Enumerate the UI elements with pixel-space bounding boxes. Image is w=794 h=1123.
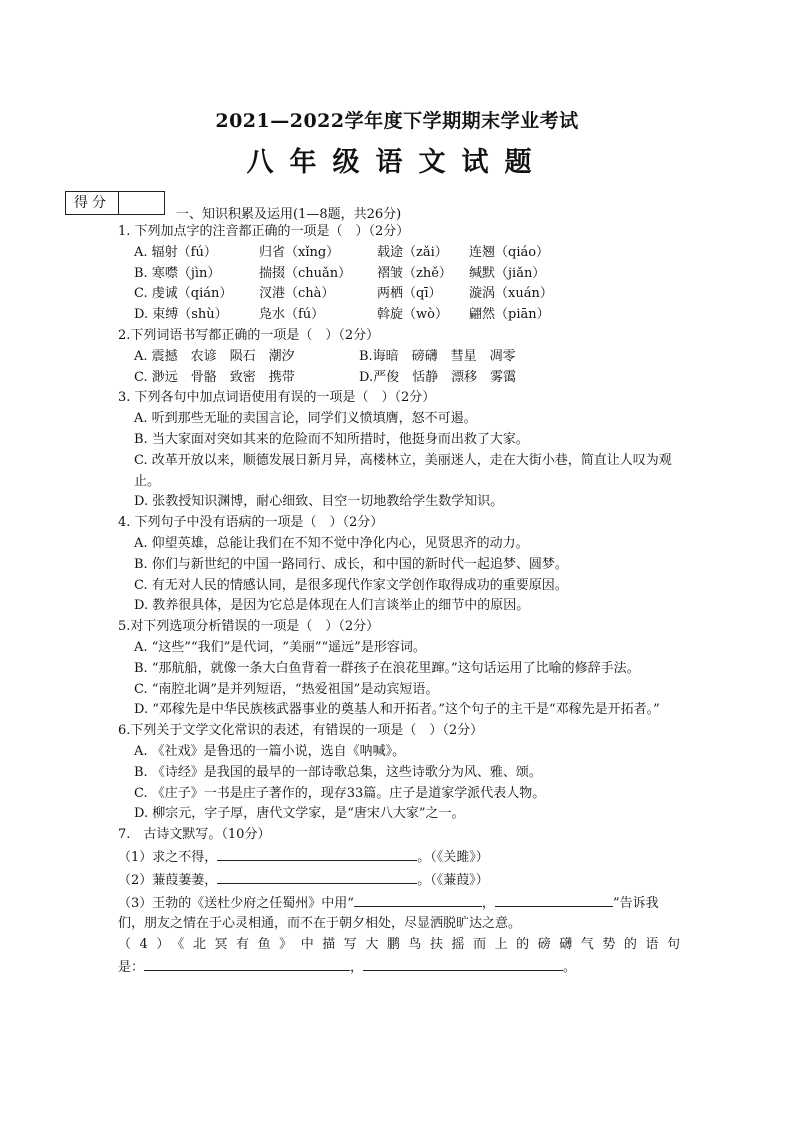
- section-heading: 一、知识积累及运用(1—8题，共26分): [176, 207, 402, 222]
- q4-stem: 4. 下列句子中没有语病的一项是（ ）（2分）: [118, 515, 384, 531]
- q1-option: 缄默（jiǎn）: [469, 265, 546, 281]
- q2-option: D.严俊 恬静 漂移 雾霭: [359, 369, 517, 385]
- q1-option: 载途（zǎi）: [377, 244, 448, 260]
- q7-item-2-suffix: 。（《蒹葭》）: [417, 872, 489, 888]
- q7-item-2: [118, 869, 680, 892]
- q1-option: 汊港（chà）: [259, 286, 335, 302]
- q1-option: 斡旋（wò）: [377, 307, 448, 323]
- q2-option-row: [118, 347, 680, 368]
- q3-option: D. 张教授知识渊博，耐心细致、目空一切地教给学生数学知识。: [134, 494, 504, 510]
- q5-option: A. “这些”“我们”是代词，“美丽”“遥远”是形容词。: [134, 639, 426, 655]
- q1-option-row: [118, 305, 680, 326]
- q5-stem: 5.对下列选项分析错误的一项是（ ）（2分）: [118, 619, 380, 635]
- score-blank[interactable]: [119, 192, 164, 214]
- score-box: [65, 191, 165, 215]
- answer-blank[interactable]: [217, 846, 417, 861]
- q7-item-3-suffix: ”告诉我们，朋友之情在于心灵相通，而不在于朝夕相处，尽显洒脱旷达之意。: [118, 895, 659, 932]
- q1-option: 连翘（qiáo）: [469, 244, 550, 260]
- questions: [118, 222, 680, 979]
- q1-option: 归省（xǐng）: [259, 244, 340, 260]
- q2-option-row: [118, 368, 680, 389]
- q1-option: 揣掇（chuǎn）: [259, 265, 352, 281]
- q6-option: A. 《社戏》是鲁迅的一篇小说，选自《呐喊》。: [134, 743, 406, 759]
- q2-option: A. 震撼 农谚 陨石 潮汐: [134, 348, 295, 364]
- q5-option: B. “那航船，就像一条大白鱼背着一群孩子在浪花里蹿。”这句话运用了比喻的修辞手法。: [134, 660, 640, 676]
- q1-option: 翩然（piān）: [469, 307, 550, 323]
- exam-subtitle: 八年级语文试题: [246, 147, 548, 178]
- q2-option: C. 渺远 骨骼 致密 携带: [134, 369, 295, 385]
- q2-option: B.诲暗 磅礴 彗星 凋零: [359, 348, 516, 364]
- q7-item-3-mid: ，: [481, 895, 495, 911]
- q7-item-1-suffix: 。（《关雎》）: [417, 849, 489, 865]
- q1-option: B. 寒噤（jìn）: [134, 265, 221, 281]
- q5-option: C. “南腔北调”是并列短语，“热爱祖国”是动宾短语。: [134, 681, 439, 697]
- q6-option: D. 柳宗元，字子厚，唐代文学家，是“唐宋八大家”之一。: [134, 806, 465, 822]
- answer-blank[interactable]: [495, 892, 613, 907]
- q7-item-4-suffix: 。: [563, 959, 577, 975]
- exam-title: 2021—2022学年度下学期期末学业考试: [215, 110, 579, 132]
- q3-stem: 3. 下列各句中加点词语使用有误的一项是（ ）（2分）: [118, 390, 436, 406]
- q5-option: D. “邓稼先是中华民族核武器事业的奠基人和开拓者。”这个句子的主干是“邓稼先是开拓者。”: [134, 702, 660, 718]
- answer-blank[interactable]: [144, 956, 350, 971]
- q7-item-2-prefix: （2）蒹葭萋萋，: [118, 872, 218, 888]
- q7-stem: 7. 古诗文默写。（10分）: [118, 827, 271, 843]
- q2-stem: 2.下列词语书写都正确的一项是（ ）（2分）: [118, 327, 380, 343]
- q4-option: C. 有无对人民的情感认同，是很多现代作家文学创作取得成功的重要原因。: [134, 577, 568, 593]
- q1-option: 两栖（qī）: [377, 286, 442, 302]
- q3-option: B. 当大家面对突如其来的危险而不知所措时，他挺身而出救了大家。: [134, 431, 529, 447]
- q4-option: D. 教养很具体，是因为它总是体现在人们言谈举止的细节中的原因。: [134, 598, 530, 614]
- q1-option-row: [118, 243, 680, 264]
- q1-option: A. 辐射（fú）: [134, 244, 217, 260]
- q4-option: A. 仰望英雄，总能让我们在不知不觉中净化内心，见贤思齐的动力。: [134, 535, 529, 551]
- q1-option: 漩涡（xuán）: [469, 286, 553, 302]
- q7-item-4-mid: ，: [350, 959, 364, 975]
- q3-option: A. 听到那些无耻的卖国言论，同学们义愤填膺，怒不可遏。: [134, 411, 477, 427]
- q1-option: 褶皱（zhě）: [377, 265, 452, 281]
- q7-item-4: [118, 956, 680, 979]
- answer-blank[interactable]: [363, 956, 563, 971]
- q7-item-4-line: （4）《北冥有鱼》中描写大鹏鸟扶摇而上的磅礴气势的语句: [118, 937, 680, 953]
- q7-item-3: [118, 892, 680, 936]
- q1-option: 凫水（fú）: [259, 307, 325, 323]
- q7-item-3-prefix: （3）王勃的《送杜少府之任蜀州》中用“: [118, 895, 354, 911]
- q7-item-4-prefix: 是：: [118, 959, 145, 975]
- answer-blank[interactable]: [354, 892, 482, 907]
- q6-option: B. 《诗经》是我国的最早的一部诗歌总集，这些诗歌分为风、雅、颂。: [134, 764, 542, 780]
- q6-option: C. 《庄子》一书是庄子著作的，现存33篇。庄子是道家学派代表人物。: [134, 785, 546, 801]
- q1-option: D. 束缚（shù）: [134, 307, 228, 323]
- q4-option: B. 你们与新世纪的中国一路同行、成长，和中国的新时代一起追梦、圆梦。: [134, 556, 568, 572]
- q1-stem: 1. 下列加点字的注音都正确的一项是（ ）（2分）: [118, 224, 410, 239]
- q3-option: C. 改革开放以来，顺德发展日新月异，高楼林立，美丽迷人，走在大街小巷，简直让人叹为观止。: [134, 452, 672, 489]
- score-label: 得分: [66, 192, 119, 214]
- q1-option: C. 虔诚（qián）: [134, 286, 233, 302]
- q1-option-row: [118, 284, 680, 305]
- q7-item-1: [118, 846, 680, 869]
- q7-item-1-prefix: （1）求之不得，: [118, 849, 218, 865]
- q6-stem: 6.下列关于文学文化常识的表述，有错误的一项是（ ）（2分）: [118, 723, 484, 739]
- q1-option-row: [118, 264, 680, 285]
- answer-blank[interactable]: [217, 869, 417, 884]
